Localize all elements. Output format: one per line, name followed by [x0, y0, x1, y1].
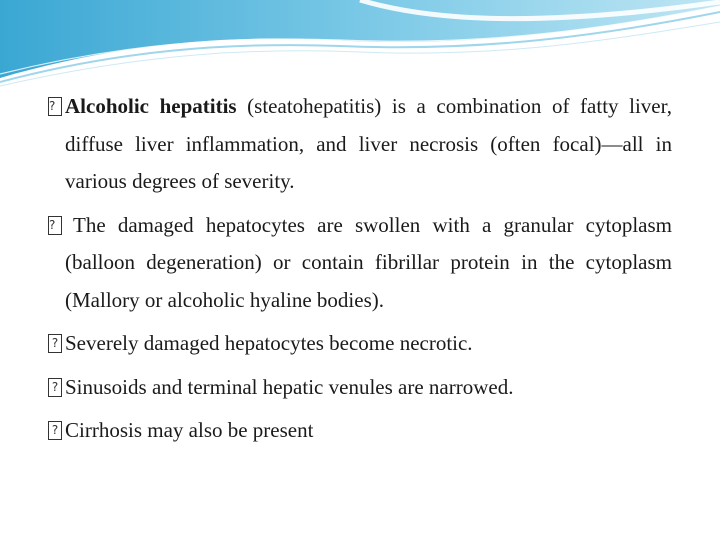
bullet-text: Severely damaged hepatocytes become necrotic.: [65, 331, 473, 355]
bullet-text: The damaged hepatocytes are swollen with a granular cytoplasm (balloon degeneration) or contain fibrillar protein in the cytoplasm (Mallory or alcoholic hyaline bodies).: [65, 212, 672, 312]
bullet-item: [48, 412, 672, 450]
bullet-item: [48, 207, 672, 320]
bullet-glyph-icon: [48, 378, 62, 397]
slide-body: [48, 88, 672, 456]
bullet-item: [48, 88, 672, 201]
bullet-item: [48, 325, 672, 363]
bullet-glyph-icon: [48, 216, 62, 235]
bullet-glyph-icon: [48, 421, 62, 440]
header-wave-decoration: [0, 0, 720, 90]
bullet-text: (steatohepatitis) is a combination of fatty liver, diffuse liver inflammation, and liver necrosis (often focal)—all in various degrees of severity.: [65, 94, 673, 193]
bullet-item: [48, 369, 672, 407]
bullet-text: Cirrhosis may also be present: [65, 418, 314, 442]
bullet-glyph-icon: [48, 334, 62, 353]
bullet-lead-bold: Alcoholic hepatitis: [65, 94, 237, 118]
bullet-text: Sinusoids and terminal hepatic venules are narrowed.: [65, 374, 514, 399]
bullet-glyph-icon: [48, 97, 62, 116]
